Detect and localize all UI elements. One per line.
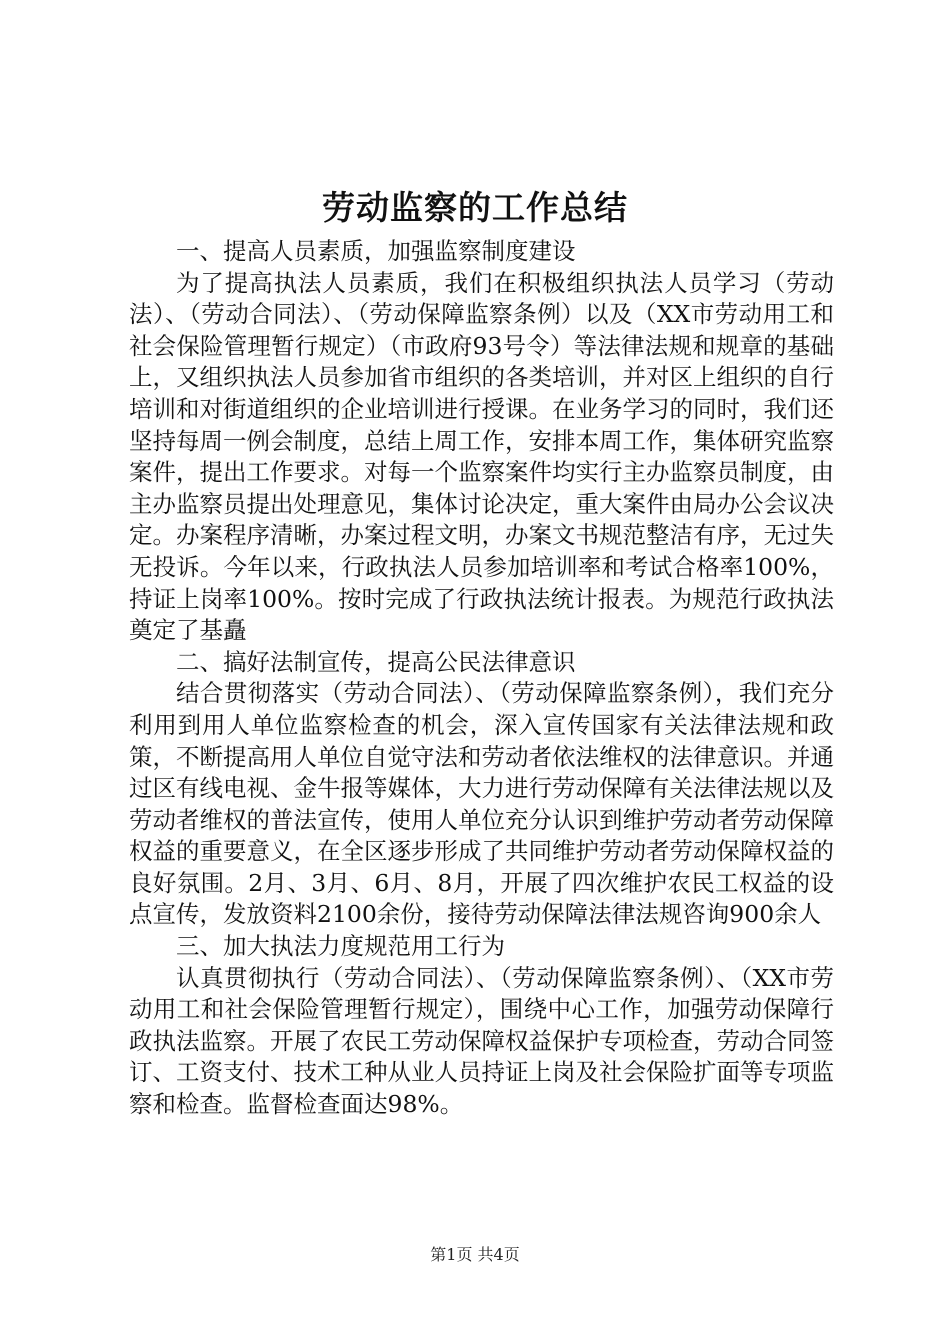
document-body (129, 236, 834, 1121)
section-heading-1: 一、提高人员素质，加强监察制度建设 (176, 237, 576, 265)
section-paragraph-2: 结合贯彻落实（劳动合同法）、（劳动保障监察条例），我们充分利用到用人单位监察检查的机会，深入宣传国家有关法律法规和政策，不断提高用人单位自觉守法和劳动者依法维权的法律意识。并通过区有线电视、金牛报等媒体，大力进行劳动保障有关法律法规以及劳动者维权的普法宣传，使用人单位充分认识到维护劳动者劳动保障权益的重要意义，在全区逐步形成了共同维护劳动者劳动保障权益的良好氛围。2月、3月、6月、8月，开展了四次维护农民工权益的设点宣传，发放资料2100余份，接待劳动保障法律法规咨询900余人 (129, 679, 834, 929)
section-heading-3: 三、加大执法力度规范用工行为 (176, 932, 505, 961)
section-heading-2: 二、搞好法制宣传，提高公民法律意识 (176, 647, 576, 676)
section-paragraph-3: 认真贯彻执行（劳动合同法）、（劳动保障监察条例）、（XX市劳动用工和社会保险管理暂行规定），围绕中心工作，加强劳动保障行政执法监察。开展了农民工劳动保障权益保护专项检查，劳动合同签订、工资支付、技术工种从业人员持证上岗及社会保险扩面等专项监察和检查。监督检查面达98%。 (129, 963, 834, 1119)
document-title: 劳动监察的工作总结 (322, 188, 628, 227)
page-footer: 第1页 共4页 (430, 1245, 520, 1264)
section-paragraph-1: 为了提高执法人员素质，我们在积极组织执法人员学习（劳动法）、（劳动合同法）、（劳动保障监察条例）以及（XX市劳动用工和社会保险管理暂行规定）（市政府93号令）等法律法规和规章的基础上，又组织执法人员参加省市组织的各类培训，并对区上组织的自行培训和对街道组织的企业培训进行授课。在业务学习的同时，我们还坚持每周一例会制度，总结上周工作，安排本周工作，集体研究监察案件，提出工作要求。对每一个监察案件均实行主办监察员制度，由主办监察员提出处理意见，集体讨论决定，重大案件由局办公会议决定。办案程序清晰，办案过程文明，办案文书规范整洁有序，无过失无投诉。今年以来，行政执法人员参加培训率和考试合格率100%，持证上岗率100%。按时完成了行政执法统计报表。为规范行政执法奠定了基矗 (129, 268, 834, 645)
